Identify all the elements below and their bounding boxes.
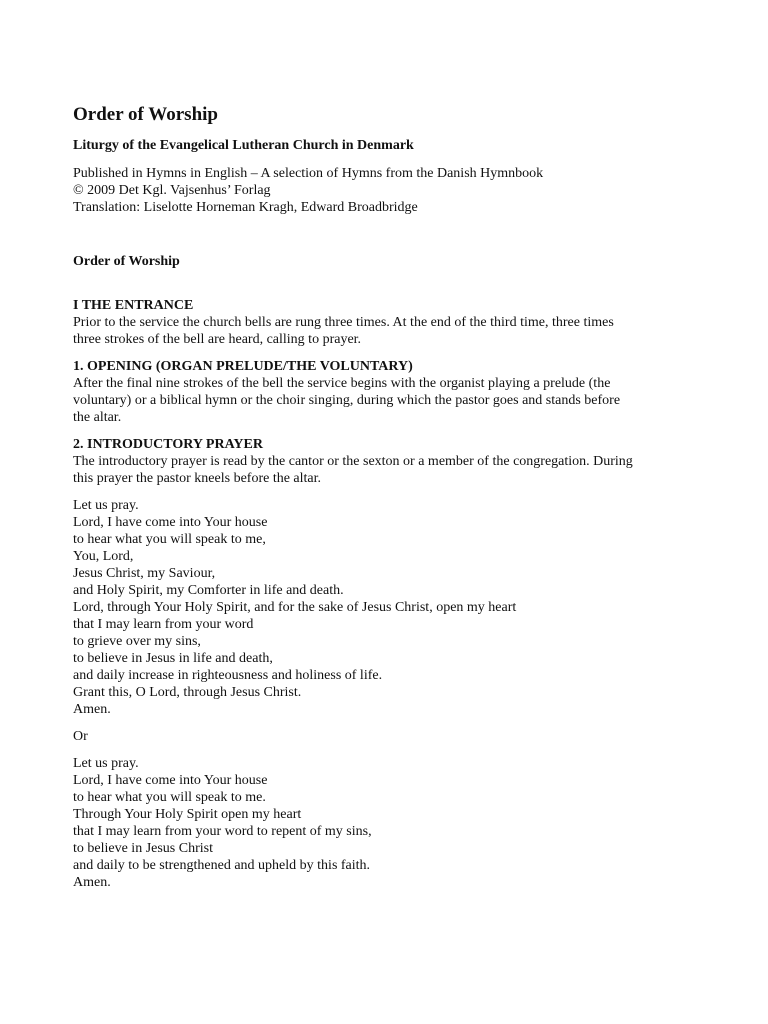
document-title: Order of Worship (73, 104, 218, 125)
section-body (73, 314, 713, 348)
section-body (73, 375, 713, 426)
translation-line: Translation: Liselotte Horneman Kragh, Edward Broadbridge (73, 200, 418, 215)
prayer-line: Let us pray. (73, 756, 139, 771)
section-opening (73, 358, 713, 426)
document-subtitle: Liturgy of the Evangelical Lutheran Church in Denmark (73, 138, 414, 153)
prayer-line: Lord, through Your Holy Spirit, and for the sake of Jesus Christ, open my heart (73, 600, 517, 615)
prayer-line: Let us pray. (73, 498, 139, 513)
prayer-line: Through Your Holy Spirit open my heart (73, 807, 302, 822)
prayer-line: to believe in Jesus in life and death, (73, 651, 273, 666)
section-line: three strokes of the bell are heard, calling to prayer. (73, 332, 362, 347)
section-entrance (73, 297, 713, 348)
prayer-line: to hear what you will speak to me. (73, 790, 266, 805)
prayer-line: and daily to be strengthened and upheld by this faith. (73, 858, 371, 873)
prayer-line: to grieve over my sins, (73, 634, 201, 649)
prayer-text-2 (73, 755, 713, 891)
prayer-line: Amen. (73, 875, 111, 890)
prayer-line: Lord, I have come into Your house (73, 515, 268, 530)
copyright-line: © 2009 Det Kgl. Vajsenhus’ Forlag (73, 183, 271, 198)
section-line: The introductory prayer is read by the cantor or the sexton or a member of the congregation. During (73, 454, 633, 469)
order-heading: Order of Worship (73, 254, 180, 269)
section-heading: 1. OPENING (ORGAN PRELUDE/THE VOLUNTARY) (73, 359, 413, 374)
prayer-line: You, Lord, (73, 549, 134, 564)
document-content (73, 104, 713, 891)
section-line: this prayer the pastor kneels before the altar. (73, 471, 322, 486)
section-line: Prior to the service the church bells are rung three times. At the end of the third time, three times (73, 315, 614, 330)
publication-info (73, 165, 713, 216)
section-line: voluntary) or a biblical hymn or the choir singing, during which the pastor goes and stands before (73, 393, 621, 408)
prayer-line: that I may learn from your word to repent of my sins, (73, 824, 372, 839)
prayer-line: to hear what you will speak to me, (73, 532, 266, 547)
section-line: After the final nine strokes of the bell the service begins with the organist playing a prelude (the (73, 376, 611, 391)
section-heading: 2. INTRODUCTORY PRAYER (73, 437, 263, 452)
prayer-text-1 (73, 497, 713, 718)
prayer-line: Lord, I have come into Your house (73, 773, 268, 788)
prayer-line: and daily increase in righteousness and holiness of life. (73, 668, 383, 683)
prayer-line: Jesus Christ, my Saviour, (73, 566, 216, 581)
or-text: Or (73, 729, 88, 744)
prayer-line: Grant this, O Lord, through Jesus Christ. (73, 685, 302, 700)
prayer-line: that I may learn from your word (73, 617, 254, 632)
prayer-line: to believe in Jesus Christ (73, 841, 213, 856)
section-line: the altar. (73, 410, 122, 425)
section-body (73, 453, 713, 487)
section-introductory-prayer (73, 436, 713, 487)
prayer-line: and Holy Spirit, my Comforter in life and death. (73, 583, 344, 598)
section-heading: I THE ENTRANCE (73, 298, 194, 313)
prayer-line: Amen. (73, 702, 111, 717)
or-separator (73, 728, 713, 745)
publication-line: Published in Hymns in English – A selection of Hymns from the Danish Hymnbook (73, 166, 544, 181)
